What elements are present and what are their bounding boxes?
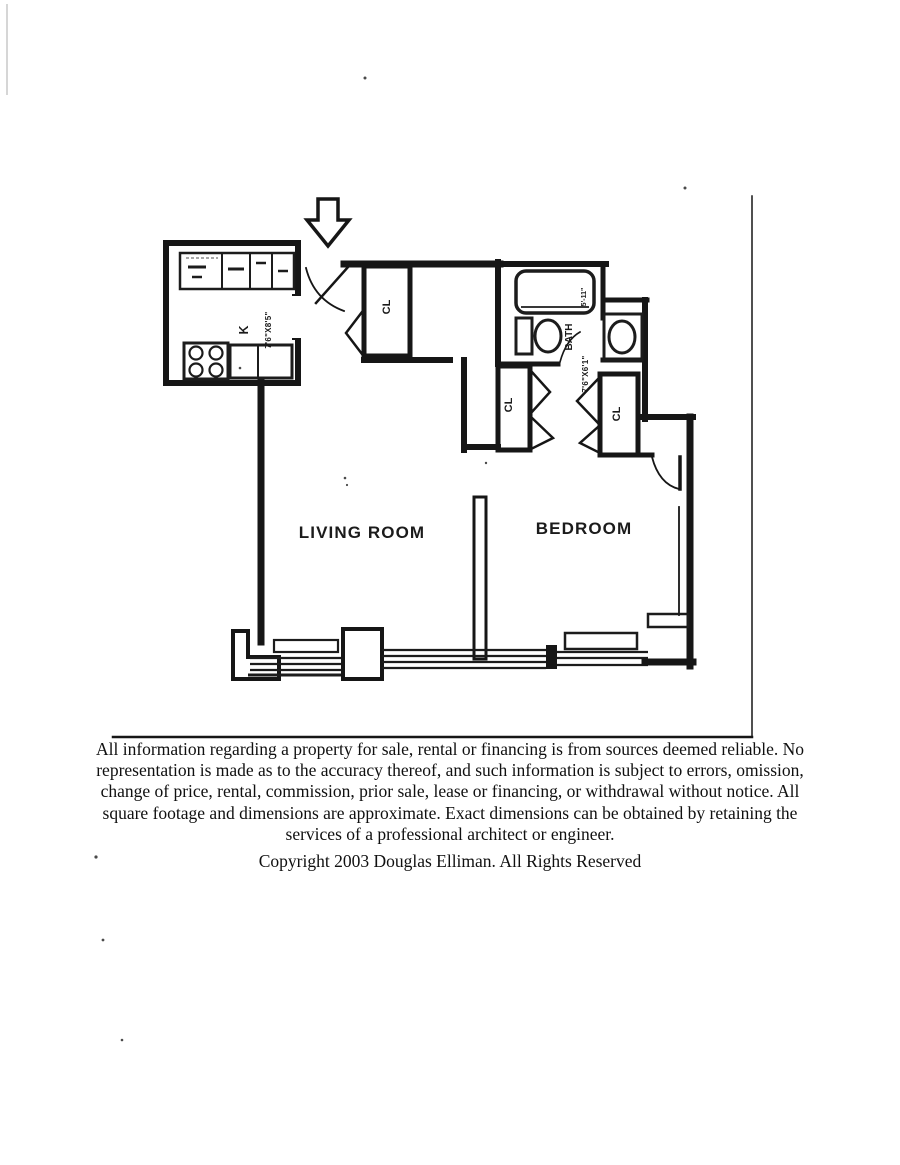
bedroom-label: BEDROOM (535, 519, 633, 538)
kitchen-counter (230, 345, 292, 378)
closet-entry-label: CL (381, 299, 393, 315)
pier-small (546, 645, 557, 669)
bath-label: BATH (564, 323, 575, 351)
pier-center (343, 629, 382, 679)
copyright-line: Copyright 2003 Douglas Elliman. All Rights Reserved (258, 851, 642, 871)
kitchen (166, 243, 300, 383)
windows-and-piers (233, 614, 693, 679)
disclaimer-line: square footage and dimensions are approximate. Exact dimensions can be obtained by retaining the (102, 802, 798, 823)
partition-wall (474, 497, 486, 659)
pier-left (233, 631, 279, 679)
bathroom (498, 262, 647, 422)
scan-artifacts (94, 77, 686, 1042)
ledge (648, 614, 688, 627)
sink (604, 314, 642, 360)
closet-hall-label: CL (503, 397, 515, 413)
entry-door (306, 264, 500, 311)
bedroom-walls (638, 417, 693, 666)
entry-arrow-icon (307, 199, 349, 246)
toilet (516, 318, 561, 354)
disclaimer (0, 739, 900, 845)
disclaimer-line: services of a professional architect or engineer. (285, 823, 615, 844)
bath-dimensions: 7'6"X6'1" (581, 355, 590, 393)
disclaimer-line: All information regarding a property for sale, rental or financing is from sources deemed reliable. No (95, 739, 804, 759)
tub-dimension: 5'-11" (581, 287, 588, 307)
hall-walls (364, 360, 498, 450)
living-room-label: LIVING ROOM (298, 523, 426, 542)
window-sill-living (274, 640, 338, 652)
disclaimer-line: representation is made as to the accuracy thereof, and such information is subject to errors, omission, (96, 760, 804, 781)
closet-hall (498, 366, 553, 450)
kitchen-label: K (237, 325, 251, 335)
closet-entry (346, 266, 410, 356)
stove (184, 343, 228, 379)
window-sill-bedroom (565, 633, 637, 649)
disclaimer-line: change of price, rental, commission, prior sale, lease or financing, or withdrawal without notice. All (100, 781, 800, 802)
closet-bedroom-label: CL (611, 406, 623, 422)
kitchen-dimensions: 7'6"X8'5" (264, 311, 273, 349)
